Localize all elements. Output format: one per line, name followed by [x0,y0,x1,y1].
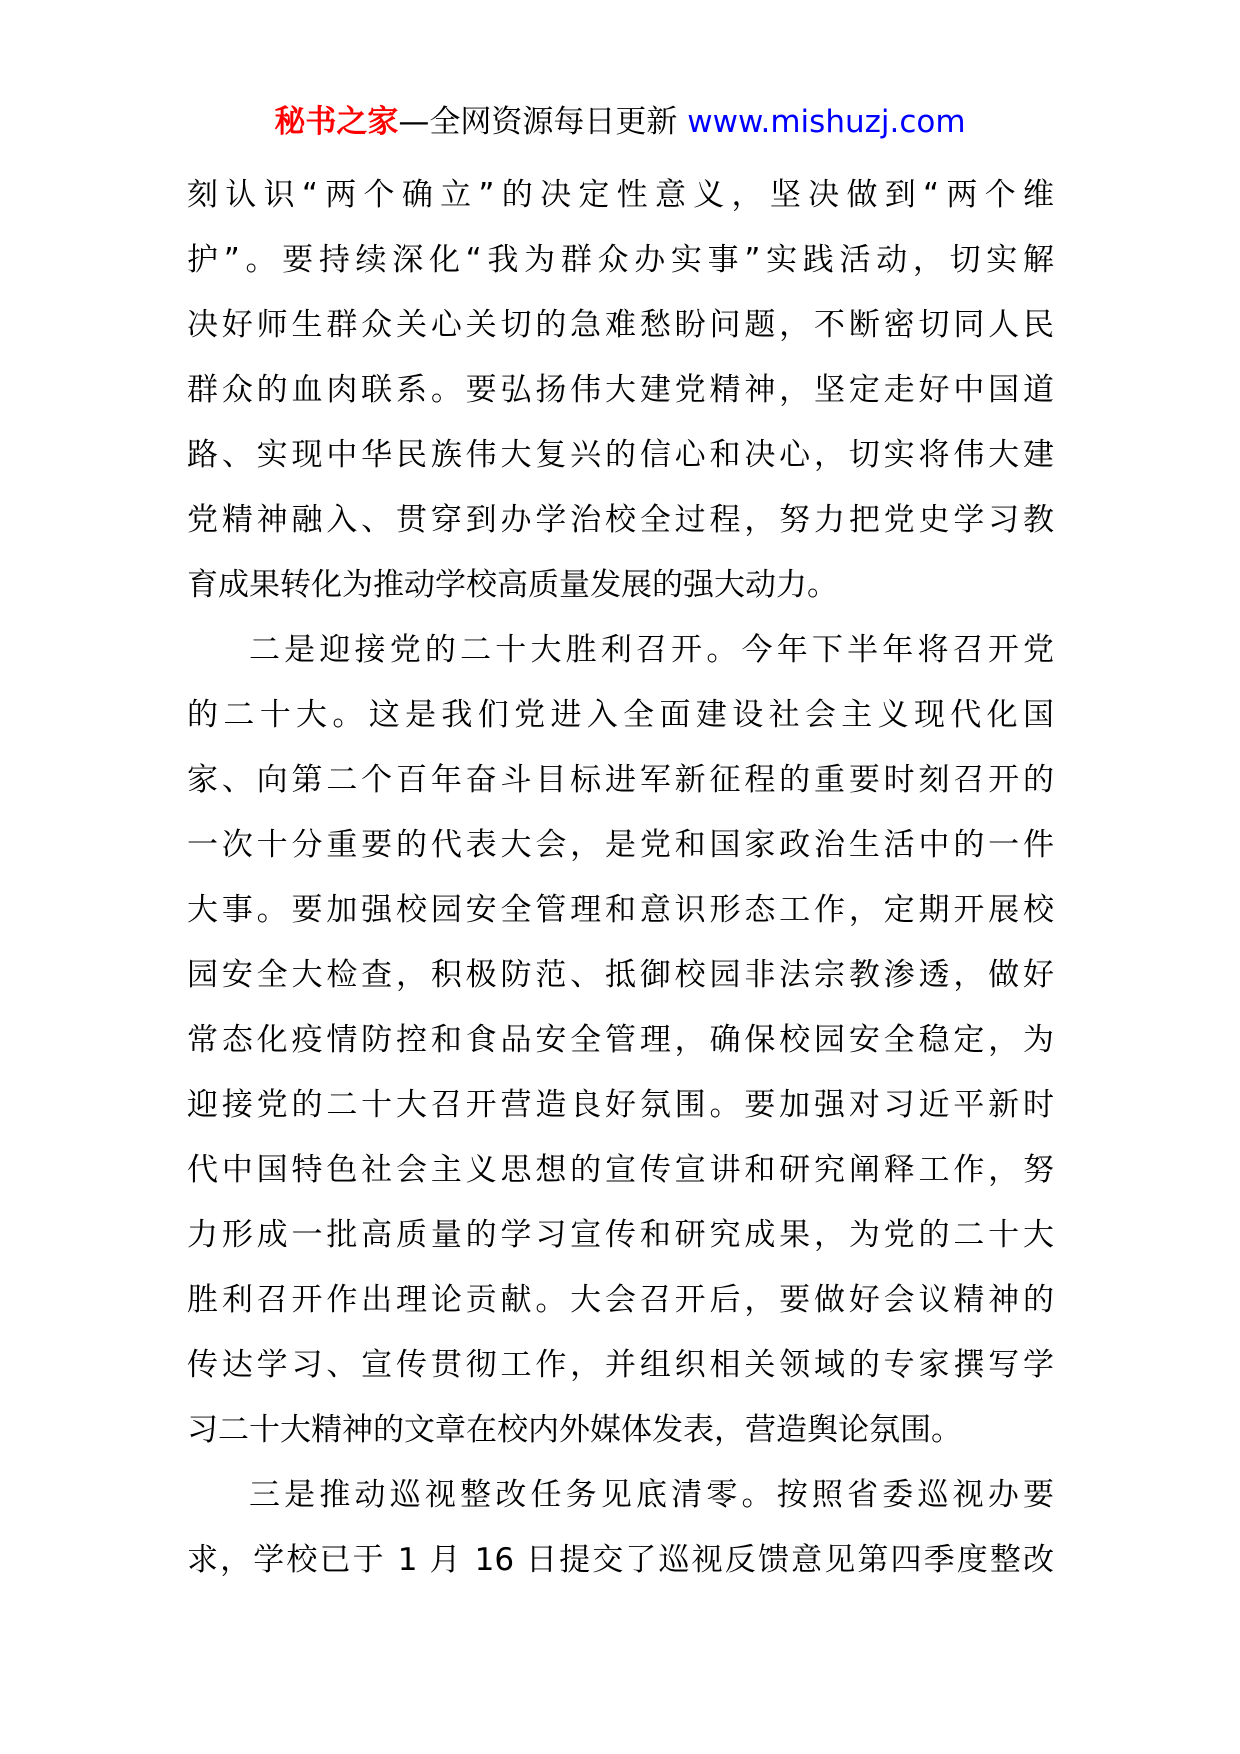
paragraph-line: 一次十分重要的代表大会，是党和国家政治生活中的一件 [187,827,1054,863]
paragraph-line: 传达学习、宣传贯彻工作，并组织相关领域的专家撰写学 [187,1347,1054,1383]
document-body [187,163,1054,1593]
paragraph [187,618,1054,1463]
paragraph [187,1463,1054,1593]
paragraph-line: 二是迎接党的二十大胜利召开。今年下半年将召开党 [249,632,1054,668]
paragraph-line: 园安全大检查，积极防范、抵御校园非法宗教渗透，做好 [187,957,1054,993]
paragraph-line: 群众的血肉联系。要弘扬伟大建党精神，坚定走好中国道 [187,372,1054,408]
paragraph-line: 力形成一批高质量的学习宣传和研究成果，为党的二十大 [187,1217,1054,1253]
paragraph-line: 刻认识“两个确立”的决定性意义，坚决做到“两个维 [187,177,1054,213]
paragraph-line: 求，学校已于 1 月 16 日提交了巡视反馈意见第四季度整改 [187,1542,1054,1578]
brand-name: 秘书之家 [274,104,399,140]
paragraph-line: 代中国特色社会主义思想的宣传宣讲和研究阐释工作，努 [187,1152,1054,1188]
paragraph-line: 胜利召开作出理论贡献。大会召开后，要做好会议精神的 [187,1282,1054,1318]
paragraph-line: 决好师生群众关心关切的急难愁盼问题，不断密切同人民 [187,307,1054,343]
paragraph-line: 护”。要持续深化“我为群众办实事”实践活动，切实解 [187,242,1054,278]
paragraph-line: 迎接党的二十大召开营造良好氛围。要加强对习近平新时 [187,1087,1054,1123]
paragraph-line: 党精神融入、贯穿到办学治校全过程，努力把党史学习教 [187,502,1054,538]
paragraph [187,163,1054,618]
paragraph-line: 常态化疫情防控和食品安全管理，确保校园安全稳定，为 [187,1022,1054,1058]
paragraph-line: 大事。要加强校园安全管理和意识形态工作，定期开展校 [187,892,1054,928]
paragraph-line: 路、实现中华民族伟大复兴的信心和决心，切实将伟大建 [187,437,1054,473]
paragraph-line: 家、向第二个百年奋斗目标进军新征程的重要时刻召开的 [187,762,1054,798]
header-tagline: —全网资源每日更新 [398,104,688,140]
paragraph-line: 习二十大精神的文章在校内外媒体发表，营造舆论氛围。 [187,1412,962,1448]
paragraph-line: 育成果转化为推动学校高质量发展的强大动力。 [187,567,838,603]
paragraph-line: 三是推动巡视整改任务见底清零。按照省委巡视办要 [249,1477,1054,1513]
site-url-link[interactable]: www.mishuzj.com [687,104,966,140]
site-header [0,100,1240,144]
paragraph-line: 的二十大。这是我们党进入全面建设社会主义现代化国 [187,697,1054,733]
